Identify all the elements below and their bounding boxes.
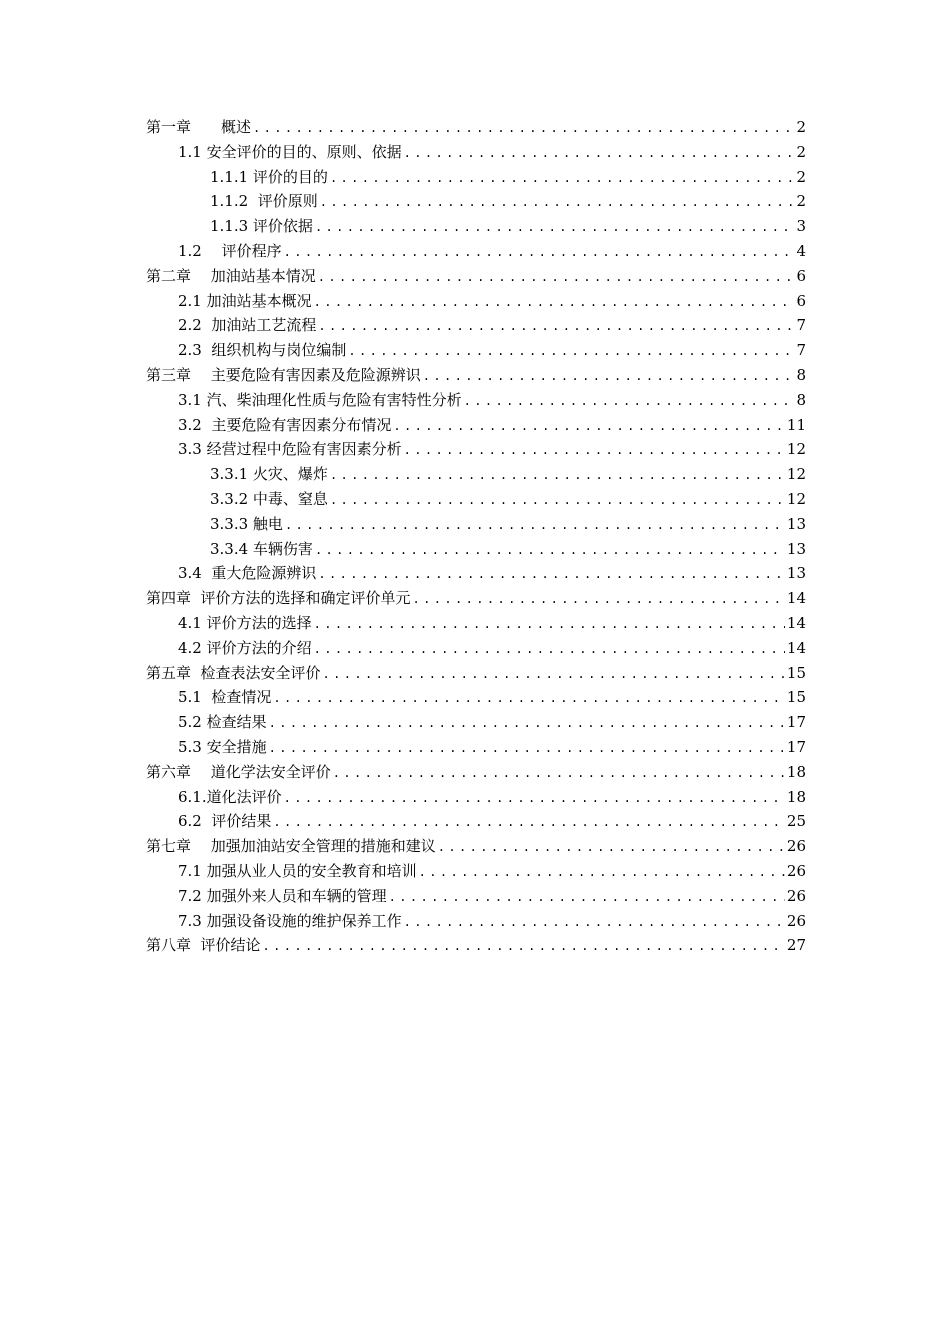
dot-leader	[333, 761, 785, 786]
toc-entry-page-number: 13	[786, 514, 806, 533]
toc-entry-title: 3.1 汽、柴油理化性质与危险有害特性分析	[178, 390, 462, 409]
dot-leader	[419, 860, 785, 885]
toc-entry-page-number: 26	[786, 911, 806, 930]
toc-entry-title: 3.3.2 中毒、窒息	[210, 489, 328, 508]
toc-entry[interactable]	[146, 661, 806, 686]
toc-entry-title: 1.1.3 评价依据	[210, 217, 313, 236]
toc-entry-title: 5.1 检查情况	[178, 688, 272, 707]
toc-entry-title: 第二章 加油站基本情况	[146, 266, 316, 285]
toc-entry-page-number: 15	[786, 663, 806, 682]
toc-entry[interactable]	[146, 760, 806, 785]
toc-entry[interactable]	[146, 264, 806, 289]
toc-entry-title: 第八章 评价结论	[146, 936, 261, 955]
toc-entry-page-number: 2	[796, 142, 806, 161]
toc-entry-title: 第六章 道化学法安全评价	[146, 762, 331, 781]
toc-entry-page-number: 11	[786, 415, 806, 434]
dot-leader	[423, 364, 794, 389]
toc-entry[interactable]	[146, 115, 806, 140]
toc-entry-title: 第五章 检查表法安全评价	[146, 663, 321, 682]
toc-entry[interactable]	[146, 338, 806, 363]
toc-entry-title: 第四章 评价方法的选择和确定评价单元	[146, 589, 411, 608]
toc-entry-page-number: 12	[786, 489, 806, 508]
toc-entry-page-number: 15	[786, 688, 806, 707]
dot-leader	[253, 116, 794, 141]
toc-entry-page-number: 8	[796, 365, 806, 384]
toc-entry[interactable]	[146, 909, 806, 934]
toc-entry[interactable]	[146, 289, 806, 314]
toc-entry-title: 2.2 加油站工艺流程	[178, 316, 317, 335]
toc-entry-page-number: 7	[796, 341, 806, 360]
toc-entry-page-number: 8	[796, 390, 806, 409]
toc-entry-page-number: 17	[786, 737, 806, 756]
toc-entry[interactable]	[146, 710, 806, 735]
toc-entry-title: 3.3.1 火灾、爆炸	[210, 465, 328, 484]
toc-entry[interactable]	[146, 636, 806, 661]
toc-entry[interactable]	[146, 586, 806, 611]
toc-entry-title: 5.2 检查结果	[178, 713, 267, 732]
dot-leader	[273, 686, 785, 711]
toc-entry-page-number: 2	[796, 192, 806, 211]
toc-entry-page-number: 7	[796, 316, 806, 335]
dot-leader	[348, 339, 794, 364]
dot-leader	[314, 612, 785, 637]
toc-entry[interactable]	[146, 189, 806, 214]
toc-entry-page-number: 26	[786, 886, 806, 905]
toc-entry-page-number: 27	[786, 936, 806, 955]
toc-entry-title: 6.1.道化法评价	[178, 787, 282, 806]
toc-entry-page-number: 18	[786, 787, 806, 806]
dot-leader	[393, 414, 785, 439]
toc-entry-page-number: 14	[786, 638, 806, 657]
toc-entry-title: 6.2 评价结果	[178, 812, 272, 831]
toc-entry-page-number: 3	[796, 217, 806, 236]
toc-entry[interactable]	[146, 809, 806, 834]
dot-leader	[318, 265, 794, 290]
dot-leader	[284, 240, 794, 265]
dot-leader	[330, 463, 785, 488]
dot-leader	[404, 910, 785, 935]
toc-entry[interactable]	[146, 561, 806, 586]
dot-leader	[389, 885, 785, 910]
toc-entry-page-number: 13	[786, 539, 806, 558]
toc-entry[interactable]	[146, 611, 806, 636]
dot-leader	[314, 290, 794, 315]
toc-entry-title: 3.2 主要危险有害因素分布情况	[178, 415, 392, 434]
toc-entry-title: 第一章 概述	[146, 118, 252, 136]
dot-leader	[438, 835, 785, 860]
toc-entry[interactable]	[146, 487, 806, 512]
dot-leader	[330, 166, 794, 191]
toc-entry[interactable]	[146, 685, 806, 710]
toc-entry-title: 7.1 加强从业人员的安全教育和培训	[178, 861, 417, 880]
toc-entry-title: 5.3 安全措施	[178, 737, 267, 756]
toc-entry[interactable]	[146, 462, 806, 487]
toc-entry-page-number: 6	[796, 291, 806, 310]
toc-entry[interactable]	[146, 313, 806, 338]
toc-entry[interactable]	[146, 735, 806, 760]
toc-entry-title: 7.2 加强外来人员和车辆的管理	[178, 886, 387, 905]
dot-leader	[320, 190, 794, 215]
dot-leader	[315, 538, 785, 563]
toc-entry-title: 1.1 安全评价的目的、原则、依据	[178, 142, 402, 161]
dot-leader	[273, 810, 785, 835]
toc-entry[interactable]	[146, 239, 806, 264]
toc-entry[interactable]	[146, 785, 806, 810]
toc-entry[interactable]	[146, 363, 806, 388]
toc-entry-page-number: 14	[786, 613, 806, 632]
dot-leader	[404, 141, 794, 166]
dot-leader	[284, 786, 785, 811]
toc-entry-page-number: 2	[796, 167, 806, 186]
toc-entry-title: 3.4 重大危险源辨识	[178, 564, 317, 583]
toc-entry-page-number: 6	[796, 266, 806, 285]
toc-entry-title: 1.1.1 评价的目的	[210, 167, 328, 186]
dot-leader	[315, 215, 794, 240]
dot-leader	[263, 934, 785, 959]
toc-entry-page-number: 4	[796, 241, 806, 260]
dot-leader	[318, 314, 794, 339]
dot-leader	[323, 662, 785, 687]
dot-leader	[464, 389, 794, 414]
table-of-contents	[146, 115, 806, 958]
dot-leader	[330, 488, 785, 513]
toc-entry[interactable]	[146, 140, 806, 165]
dot-leader	[413, 587, 785, 612]
toc-entry-page-number: 14	[786, 589, 806, 608]
toc-entry-title: 第三章 主要危险有害因素及危险源辨识	[146, 365, 421, 384]
toc-entry-title: 3.3.3 触电	[210, 514, 283, 533]
dot-leader	[269, 711, 785, 736]
toc-entry-title: 1.1.2 评价原则	[210, 192, 318, 211]
dot-leader	[318, 562, 785, 587]
toc-entry-title: 3.3 经营过程中危险有害因素分析	[178, 440, 402, 459]
toc-entry-page-number: 12	[786, 465, 806, 484]
toc-entry-title: 第七章 加强加油站安全管理的措施和建议	[146, 837, 436, 856]
toc-entry-page-number: 18	[786, 762, 806, 781]
toc-entry-title: 2.1 加油站基本概况	[178, 291, 312, 310]
dot-leader	[269, 736, 785, 761]
dot-leader	[404, 438, 785, 463]
dot-leader	[314, 637, 785, 662]
toc-entry-title: 4.1 评价方法的选择	[178, 613, 312, 632]
toc-entry-page-number: 2	[796, 118, 806, 136]
toc-entry[interactable]	[146, 859, 806, 884]
toc-entry[interactable]	[146, 933, 806, 958]
toc-entry-title: 1.2 评价程序	[178, 241, 282, 260]
toc-entry[interactable]	[146, 884, 806, 909]
toc-entry-title: 4.2 评价方法的介绍	[178, 638, 312, 657]
toc-entry[interactable]	[146, 834, 806, 859]
toc-entry[interactable]	[146, 214, 806, 239]
toc-entry-page-number: 13	[786, 564, 806, 583]
toc-entry[interactable]	[146, 165, 806, 190]
toc-entry[interactable]	[146, 437, 806, 462]
toc-entry-page-number: 17	[786, 713, 806, 732]
toc-entry-title: 3.3.4 车辆伤害	[210, 539, 313, 558]
toc-entry-title: 2.3 组织机构与岗位编制	[178, 341, 347, 360]
toc-entry-page-number: 26	[786, 837, 806, 856]
toc-entry-page-number: 25	[786, 812, 806, 831]
toc-entry[interactable]	[146, 512, 806, 537]
toc-entry[interactable]	[146, 413, 806, 438]
toc-entry-title: 7.3 加强设备设施的维护保养工作	[178, 911, 402, 930]
dot-leader	[285, 513, 785, 538]
toc-entry-page-number: 12	[786, 440, 806, 459]
toc-entry[interactable]	[146, 537, 806, 562]
toc-entry-page-number: 26	[786, 861, 806, 880]
toc-entry[interactable]	[146, 388, 806, 413]
